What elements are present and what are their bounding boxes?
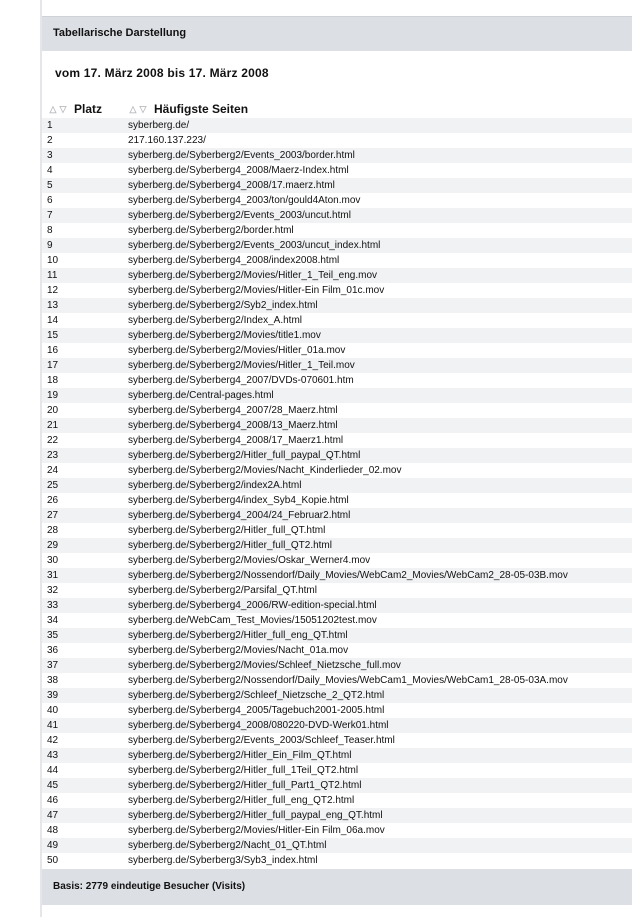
page-cell: syberberg.de/Syberberg2/Movies/Hitler_1_Teil.mov — [126, 358, 632, 373]
page-cell: syberberg.de/Syberberg2/Hitler_full_paypal_eng_QT.html — [126, 808, 632, 823]
rank-cell: 23 — [42, 448, 126, 463]
page-cell: syberberg.de/ — [126, 118, 632, 133]
sort-controls — [128, 104, 148, 115]
rank-cell: 44 — [42, 763, 126, 778]
page-cell: syberberg.de/WebCam_Test_Movies/15051202test.mov — [126, 613, 632, 628]
page-cell: syberberg.de/Syberberg4/index_Syb4_Kopie.html — [126, 493, 632, 508]
table-row — [42, 163, 632, 178]
sort-up-icon[interactable]: △ — [129, 104, 137, 115]
table-row — [42, 328, 632, 343]
page-cell: syberberg.de/Syberberg2/Movies/Nacht_Kinderlieder_02.mov — [126, 463, 632, 478]
rank-cell: 47 — [42, 808, 126, 823]
rank-cell: 16 — [42, 343, 126, 358]
page-cell: syberberg.de/Syberberg2/Nossendorf/Daily_Movies/WebCam2_Movies/WebCam2_28-05-03B.mov — [126, 568, 632, 583]
page-cell: syberberg.de/Syberberg2/Movies/Hitler-Ein Film_06a.mov — [126, 823, 632, 838]
page-cell: syberberg.de/Central-pages.html — [126, 388, 632, 403]
table-row — [42, 298, 632, 313]
column-header-pages — [126, 100, 632, 118]
rank-cell: 10 — [42, 253, 126, 268]
rank-cell: 43 — [42, 748, 126, 763]
page-cell: syberberg.de/Syberberg2/border.html — [126, 223, 632, 238]
table-row — [42, 208, 632, 223]
sort-down-icon[interactable]: ▽ — [139, 104, 147, 115]
page-cell: syberberg.de/Syberberg2/Movies/Hitler_01a.mov — [126, 343, 632, 358]
rank-cell: 7 — [42, 208, 126, 223]
sort-up-icon[interactable]: △ — [49, 104, 57, 115]
rank-cell: 3 — [42, 148, 126, 163]
rank-cell: 48 — [42, 823, 126, 838]
table-row — [42, 613, 632, 628]
page-cell: syberberg.de/Syberberg4_2008/13_Maerz.html — [126, 418, 632, 433]
panel-top-strip — [42, 0, 632, 16]
table-row — [42, 733, 632, 748]
page-cell: syberberg.de/Syberberg2/Movies/Hitler_1_Teil_eng.mov — [126, 268, 632, 283]
page-cell: syberberg.de/Syberberg4_2007/DVDs-070601.htm — [126, 373, 632, 388]
table-row — [42, 178, 632, 193]
page-cell: syberberg.de/Syberberg2/Hitler_full_QT2.html — [126, 538, 632, 553]
page-cell: syberberg.de/Syberberg2/Hitler_full_eng_QT.html — [126, 628, 632, 643]
table-row — [42, 493, 632, 508]
rank-cell: 37 — [42, 658, 126, 673]
table-row — [42, 448, 632, 463]
table-row — [42, 538, 632, 553]
rank-cell: 25 — [42, 478, 126, 493]
table-row — [42, 523, 632, 538]
table-row — [42, 778, 632, 793]
table-row — [42, 808, 632, 823]
rank-cell: 20 — [42, 403, 126, 418]
rank-cell: 35 — [42, 628, 126, 643]
rank-cell: 36 — [42, 643, 126, 658]
rank-cell: 42 — [42, 733, 126, 748]
page-cell: syberberg.de/Syberberg4_2005/Tagebuch2001-2005.html — [126, 703, 632, 718]
table-row — [42, 118, 632, 133]
table-row — [42, 238, 632, 253]
page-cell: syberberg.de/Syberberg2/Hitler_full_Part1_QT2.html — [126, 778, 632, 793]
rank-cell: 34 — [42, 613, 126, 628]
table-row — [42, 373, 632, 388]
basis-text: Basis: 2779 eindeutige Besucher (Visits) — [53, 881, 246, 892]
rank-cell: 22 — [42, 433, 126, 448]
column-label-platz: Platz — [74, 102, 103, 116]
column-label-pages: Häufigste Seiten — [154, 102, 249, 116]
rank-cell: 19 — [42, 388, 126, 403]
rank-cell: 31 — [42, 568, 126, 583]
rank-cell: 13 — [42, 298, 126, 313]
table-row — [42, 673, 632, 688]
rank-cell: 18 — [42, 373, 126, 388]
page-cell: syberberg.de/Syberberg2/Events_2003/border.html — [126, 148, 632, 163]
column-header-platz — [42, 100, 126, 118]
table-row — [42, 478, 632, 493]
table-body — [42, 118, 632, 868]
sort-controls — [48, 104, 68, 115]
rank-cell: 12 — [42, 283, 126, 298]
page-cell: syberberg.de/Syberberg2/Movies/Oskar_Werner4.mov — [126, 553, 632, 568]
table-row — [42, 313, 632, 328]
rank-cell: 28 — [42, 523, 126, 538]
panel-title: Tabellarische Darstellung — [53, 27, 187, 39]
page-cell: syberberg.de/Syberberg2/Events_2003/Schleef_Teaser.html — [126, 733, 632, 748]
page-cell: syberberg.de/Syberberg4_2003/ton/gould4Aton.mov — [126, 193, 632, 208]
table-row — [42, 688, 632, 703]
table-row — [42, 268, 632, 283]
rank-cell: 21 — [42, 418, 126, 433]
rank-cell: 32 — [42, 583, 126, 598]
table-row — [42, 553, 632, 568]
page-cell: syberberg.de/Syberberg4_2008/Maerz-Index.html — [126, 163, 632, 178]
rank-cell: 4 — [42, 163, 126, 178]
page-cell: syberberg.de/Syberberg2/Events_2003/uncut_index.html — [126, 238, 632, 253]
page-cell: syberberg.de/Syberberg4_2008/080220-DVD-Werk01.html — [126, 718, 632, 733]
table-row — [42, 718, 632, 733]
table-row — [42, 253, 632, 268]
table-row — [42, 388, 632, 403]
table-row — [42, 598, 632, 613]
page-cell: syberberg.de/Syberberg2/index2A.html — [126, 478, 632, 493]
rank-cell: 41 — [42, 718, 126, 733]
rank-cell: 50 — [42, 853, 126, 868]
rank-cell: 15 — [42, 328, 126, 343]
rank-cell: 24 — [42, 463, 126, 478]
panel-bottom-strip — [42, 905, 632, 917]
rank-cell: 6 — [42, 193, 126, 208]
table-row — [42, 148, 632, 163]
rank-cell: 39 — [42, 688, 126, 703]
table-row — [42, 283, 632, 298]
table-row — [42, 193, 632, 208]
page-cell: syberberg.de/Syberberg2/Hitler_full_paypal_QT.html — [126, 448, 632, 463]
rank-cell: 17 — [42, 358, 126, 373]
table-row — [42, 133, 632, 148]
page-cell: syberberg.de/Syberberg4_2004/24_Februar2.html — [126, 508, 632, 523]
page-cell: syberberg.de/Syberberg2/Index_A.html — [126, 313, 632, 328]
page-cell: syberberg.de/Syberberg2/Movies/Hitler-Ein Film_01c.mov — [126, 283, 632, 298]
table-row — [42, 343, 632, 358]
stats-table — [42, 100, 632, 868]
page-cell: syberberg.de/Syberberg2/Hitler_full_QT.html — [126, 523, 632, 538]
table-row — [42, 583, 632, 598]
rank-cell: 29 — [42, 538, 126, 553]
page-cell: syberberg.de/Syberberg4_2008/17_Maerz1.html — [126, 433, 632, 448]
table-header-row — [42, 100, 632, 118]
rank-cell: 11 — [42, 268, 126, 283]
page-cell: syberberg.de/Syberberg2/Hitler_full_1Teil_QT2.html — [126, 763, 632, 778]
page-cell: syberberg.de/Syberberg2/Hitler_full_eng_QT2.html — [126, 793, 632, 808]
table-row — [42, 793, 632, 808]
table-row — [42, 628, 632, 643]
rank-cell: 9 — [42, 238, 126, 253]
rank-cell: 1 — [42, 118, 126, 133]
page-cell: syberberg.de/Syberberg4_2006/RW-edition-special.html — [126, 598, 632, 613]
page-cell: syberberg.de/Syberberg2/Nacht_01_QT.html — [126, 838, 632, 853]
panel-header — [42, 16, 632, 51]
rank-cell: 46 — [42, 793, 126, 808]
page-cell: 217.160.137.223/ — [126, 133, 632, 148]
table-row — [42, 418, 632, 433]
page-cell: syberberg.de/Syberberg3/Syb3_index.html — [126, 853, 632, 868]
page-cell: syberberg.de/Syberberg2/Movies/Nacht_01a.mov — [126, 643, 632, 658]
sort-down-icon[interactable]: ▽ — [59, 104, 67, 115]
basis-footer — [42, 869, 632, 905]
page-cell: syberberg.de/Syberberg4_2007/28_Maerz.html — [126, 403, 632, 418]
table-row — [42, 568, 632, 583]
date-range: vom 17. März 2008 bis 17. März 2008 — [55, 66, 269, 80]
table-row — [42, 823, 632, 838]
table-row — [42, 358, 632, 373]
table-row — [42, 658, 632, 673]
rank-cell: 33 — [42, 598, 126, 613]
table-row — [42, 838, 632, 853]
page-cell: syberberg.de/Syberberg2/Schleef_Nietzsche_2_QT2.html — [126, 688, 632, 703]
rank-cell: 30 — [42, 553, 126, 568]
rank-cell: 5 — [42, 178, 126, 193]
table-row — [42, 403, 632, 418]
rank-cell: 49 — [42, 838, 126, 853]
rank-cell: 2 — [42, 133, 126, 148]
page-cell: syberberg.de/Syberberg2/Parsifal_QT.html — [126, 583, 632, 598]
page-cell: syberberg.de/Syberberg2/Nossendorf/Daily_Movies/WebCam1_Movies/WebCam1_28-05-03A.mov — [126, 673, 632, 688]
table-row — [42, 433, 632, 448]
rank-cell: 8 — [42, 223, 126, 238]
table-row — [42, 853, 632, 868]
rank-cell: 45 — [42, 778, 126, 793]
page-cell: syberberg.de/Syberberg4_2008/17.maerz.html — [126, 178, 632, 193]
table-row — [42, 763, 632, 778]
table-row — [42, 643, 632, 658]
table-row — [42, 223, 632, 238]
table-row — [42, 463, 632, 478]
stats-panel — [42, 0, 632, 917]
table-row — [42, 748, 632, 763]
page-cell: syberberg.de/Syberberg4_2008/index2008.html — [126, 253, 632, 268]
page-cell: syberberg.de/Syberberg2/Hitler_Ein_Film_QT.html — [126, 748, 632, 763]
rank-cell: 38 — [42, 673, 126, 688]
table-row — [42, 703, 632, 718]
rank-cell: 40 — [42, 703, 126, 718]
page-cell: syberberg.de/Syberberg2/Movies/Schleef_Nietzsche_full.mov — [126, 658, 632, 673]
page-cell: syberberg.de/Syberberg2/Events_2003/uncut.html — [126, 208, 632, 223]
rank-cell: 14 — [42, 313, 126, 328]
rank-cell: 27 — [42, 508, 126, 523]
page-cell: syberberg.de/Syberberg2/Movies/title1.mov — [126, 328, 632, 343]
rank-cell: 26 — [42, 493, 126, 508]
page-cell: syberberg.de/Syberberg2/Syb2_index.html — [126, 298, 632, 313]
table-row — [42, 508, 632, 523]
